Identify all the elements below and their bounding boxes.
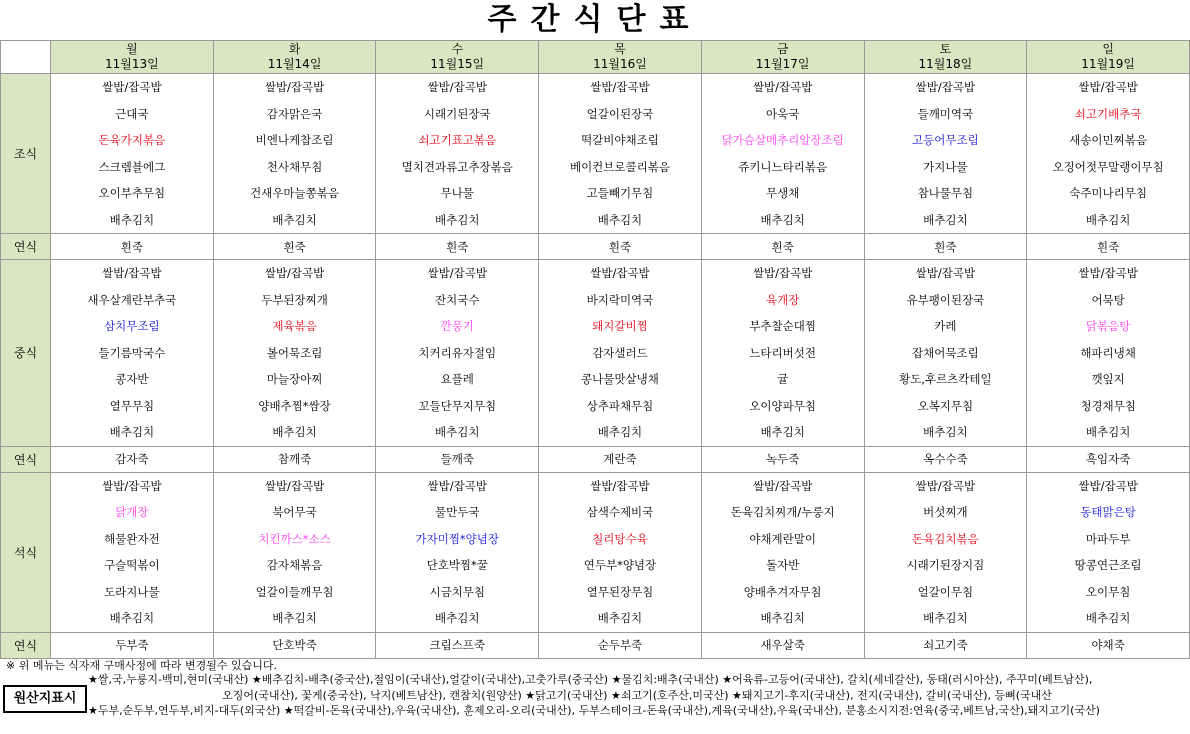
menu-item: 유부팽이된장국 bbox=[906, 292, 985, 307]
day-header bbox=[701, 41, 864, 74]
menu-item: 단호박찜*꿀 bbox=[426, 558, 488, 572]
menu-item: 쌀밥/잡곡밥 bbox=[427, 80, 487, 94]
day-header bbox=[864, 41, 1027, 74]
header-corner bbox=[1, 41, 51, 74]
menu-item: 닭개장 bbox=[115, 505, 149, 519]
day-menu-cell bbox=[701, 74, 864, 234]
menu-item: 쌀밥/잡곡밥 bbox=[264, 266, 325, 280]
menu-item: 건새우마늘쫑볶음 bbox=[250, 186, 339, 200]
menu-item: 돼지갈비찜 bbox=[592, 319, 648, 333]
weekly-menu-table bbox=[0, 40, 1190, 659]
menu-item: 쌀밥/잡곡밥 bbox=[915, 478, 976, 493]
menu-item: 치커리유자절임 bbox=[418, 345, 497, 360]
menu-item: 쌀밥/잡곡밥 bbox=[264, 478, 325, 493]
porridge-item: 흰죽 bbox=[864, 234, 1027, 260]
menu-item: 돈육가지볶음 bbox=[98, 133, 166, 147]
menu-item: 쌀밥/잡곡밥 bbox=[264, 80, 325, 94]
porridge-item: 새우살죽 bbox=[701, 632, 864, 658]
day-date: 11월17일 bbox=[755, 57, 810, 71]
menu-item: 배추김치 bbox=[272, 611, 317, 625]
menu-item: 잡채어묵조림 bbox=[912, 345, 979, 360]
menu-item: 쌀밥/잡곡밥 bbox=[915, 266, 976, 280]
porridge-item: 흰죽 bbox=[376, 234, 539, 260]
menu-item: 쌀밥/잡곡밥 bbox=[427, 478, 487, 493]
porridge-item: 크림스프죽 bbox=[376, 632, 539, 658]
menu-item: 해물완자전 bbox=[104, 531, 160, 546]
menu-item: 잔치국수 bbox=[435, 292, 480, 307]
porridge-item: 흑임자죽 bbox=[1027, 446, 1190, 472]
day-date: 11월16일 bbox=[593, 57, 647, 71]
menu-item: 콩자반 bbox=[115, 372, 149, 386]
lunch-row bbox=[1, 260, 1190, 447]
menu-item: 쌀밥/잡곡밥 bbox=[590, 80, 650, 94]
menu-item: 배추김치 bbox=[109, 212, 155, 227]
day-header bbox=[213, 41, 376, 74]
porridge-item: 감자죽 bbox=[51, 446, 214, 472]
menu-item: 바지락미역국 bbox=[586, 292, 654, 307]
menu-item: 볼어묵조림 bbox=[266, 345, 323, 360]
day-menu-cell bbox=[213, 472, 376, 632]
menu-item: 동태맑은탕 bbox=[1080, 505, 1136, 519]
menu-item: 배추김치 bbox=[597, 425, 643, 439]
menu-item: 배추김치 bbox=[109, 611, 155, 625]
menu-item: 쇠고기표고볶음 bbox=[418, 133, 497, 147]
menu-item: 오이무침 bbox=[1085, 584, 1131, 599]
menu-item: 돌자반 bbox=[766, 558, 800, 572]
porridge-item: 단호박죽 bbox=[213, 632, 376, 658]
day-header bbox=[376, 41, 539, 74]
menu-item: 오복지무침 bbox=[917, 398, 974, 413]
origin-line: ★쌀,국,누룽지-백미,현미(국내산) ★배추김치-배추(중국산),절임이(국내산),얼갈이(국내산),고춧가루(중국산) ★물김치:배추(국내산) ★어육류-고등어(국내산), 갈치(세네갈산), 동태(러시아산), 주꾸미(베트남산), bbox=[88, 673, 1093, 686]
menu-item: 오이부추무침 bbox=[98, 186, 166, 200]
menu-item: 상추파채무침 bbox=[586, 398, 654, 413]
menu-item: 구슬떡볶이 bbox=[104, 558, 160, 572]
meal-label: 연식 bbox=[1, 446, 51, 472]
menu-item: 얼갈이무침 bbox=[917, 584, 974, 599]
menu-item: 꼬들단무지무침 bbox=[418, 398, 497, 413]
menu-item: 아욱국 bbox=[766, 106, 800, 121]
menu-item: 느타리버섯전 bbox=[749, 345, 816, 360]
day-menu-cell bbox=[213, 74, 376, 234]
day-header-row bbox=[1, 41, 1190, 74]
menu-item: 땅콩연근조림 bbox=[1074, 558, 1142, 572]
menu-item: 배추김치 bbox=[923, 212, 968, 227]
menu-item: 고등어무조림 bbox=[912, 133, 979, 147]
menu-item: 쥬키니느타리볶음 bbox=[738, 159, 828, 174]
day-menu-cell bbox=[213, 260, 376, 447]
menu-item: 비엔나케찹조림 bbox=[255, 133, 334, 147]
page-title: 주간식단표 bbox=[487, 2, 703, 37]
day-date: 11월18일 bbox=[918, 57, 973, 71]
day-menu-cell bbox=[1027, 74, 1190, 234]
day-menu-cell bbox=[376, 260, 539, 447]
menu-item: 근대국 bbox=[115, 106, 149, 121]
menu-item: 베이컨브로콜리볶음 bbox=[569, 159, 670, 174]
menu-item: 무나물 bbox=[440, 186, 474, 200]
menu-item: 가지나물 bbox=[923, 159, 968, 174]
menu-item: 돈육김치볶음 bbox=[912, 531, 979, 546]
menu-item: 어묵탕 bbox=[1091, 292, 1125, 307]
menu-item: 배추김치 bbox=[1085, 611, 1131, 625]
menu-item: 배추김치 bbox=[760, 212, 805, 227]
menu-item: 얼갈이된장국 bbox=[586, 106, 654, 121]
origin-line: ★두부,순두부,연두부,비지-대두(외국산) ★떡갈비-돈육(국내산),우육(국내산), 훈제오리-오리(국내산), 두부스테이크-돈육(국내산),계육(국내산),우육(국내산), 분홍소시지전:연육(중국,베트남,국산),돼지고기(국산) bbox=[88, 704, 1100, 717]
day-header bbox=[51, 41, 214, 74]
menu-item: 열무무침 bbox=[109, 398, 155, 413]
origin-info bbox=[88, 672, 1186, 719]
porridge-item: 녹두죽 bbox=[701, 446, 864, 472]
menu-item: 청경채무침 bbox=[1080, 398, 1136, 413]
day-header bbox=[539, 41, 702, 74]
snack-row bbox=[1, 234, 1190, 260]
porridge-item: 흰죽 bbox=[539, 234, 702, 260]
menu-item: 참나물무침 bbox=[917, 186, 974, 200]
meal-label: 석식 bbox=[1, 472, 51, 632]
menu-item: 시금치무침 bbox=[429, 584, 486, 599]
menu-item: 감자채볶음 bbox=[266, 558, 323, 572]
snack-row bbox=[1, 446, 1190, 472]
menu-item: 닭가슴살메추리알장조림 bbox=[721, 133, 844, 147]
menu-item: 쌀밥/잡곡밥 bbox=[752, 266, 813, 280]
day-name: 화 bbox=[288, 42, 301, 56]
origin-line: 오징어(국내산), 꽃게(중국산), 낙지(베트남산), 캔참치(원양산) ★닭고기(국내산) ★쇠고기(호주산,미국산) ★돼지고기-후지(국내산), 전지(국내산), 갈비(국내산), 등뼈(국내산 bbox=[222, 688, 1052, 702]
menu-item: 배추김치 bbox=[760, 425, 805, 439]
menu-item: 쇠고기배추국 bbox=[1074, 106, 1142, 121]
menu-item: 새송이민찌볶음 bbox=[1069, 133, 1147, 147]
menu-item: 숙주미나리무침 bbox=[1069, 186, 1147, 200]
menu-item: 배추김치 bbox=[760, 611, 805, 625]
menu-item: 배추김치 bbox=[923, 611, 968, 625]
menu-item: 감자샐러드 bbox=[592, 345, 648, 360]
menu-item: 배추김치 bbox=[435, 425, 480, 439]
porridge-item: 흰죽 bbox=[701, 234, 864, 260]
menu-item: 두부된장찌개 bbox=[261, 292, 328, 307]
menu-item: 새우살계란부추국 bbox=[87, 292, 177, 307]
menu-item: 무생채 bbox=[766, 186, 800, 200]
porridge-item: 참깨죽 bbox=[213, 446, 376, 472]
menu-item: 떡갈비야채조림 bbox=[581, 133, 659, 147]
menu-item: 배추김치 bbox=[1085, 425, 1131, 439]
origin-label-badge: 원산지표시 bbox=[3, 685, 87, 713]
menu-item: 시래기된장국 bbox=[423, 106, 491, 121]
day-date: 11월13일 bbox=[104, 57, 159, 71]
porridge-item: 쇠고기죽 bbox=[864, 632, 1027, 658]
menu-item: 배추김치 bbox=[597, 611, 643, 625]
day-menu-cell bbox=[701, 260, 864, 447]
menu-item: 쌀밥/잡곡밥 bbox=[1078, 478, 1138, 493]
menu-item: 쌀밥/잡곡밥 bbox=[1078, 266, 1138, 280]
porridge-item: 흰죽 bbox=[1027, 234, 1190, 260]
menu-item: 부추찰순대찜 bbox=[749, 319, 816, 333]
day-header bbox=[1027, 41, 1190, 74]
day-name: 월 bbox=[126, 42, 138, 56]
menu-item: 고들빼기무침 bbox=[586, 186, 654, 200]
menu-item: 북어무국 bbox=[272, 505, 317, 519]
day-menu-cell bbox=[1027, 260, 1190, 447]
menu-item: 쌀밥/잡곡밥 bbox=[427, 266, 487, 280]
menu-item: 스크렘블에그 bbox=[98, 159, 166, 174]
day-menu-cell bbox=[864, 472, 1027, 632]
menu-item: 양배추겨자무침 bbox=[743, 584, 822, 599]
menu-item: 쌀밥/잡곡밥 bbox=[590, 478, 650, 493]
menu-item: 감자맑은국 bbox=[266, 106, 323, 121]
menu-item: 돈육김치찌개/누룽지 bbox=[730, 505, 835, 519]
menu-item: 배추김치 bbox=[435, 212, 480, 227]
meal-label: 연식 bbox=[1, 632, 51, 658]
menu-item: 들깨미역국 bbox=[917, 106, 974, 121]
menu-item: 배추김치 bbox=[1085, 212, 1131, 227]
meal-label: 연식 bbox=[1, 234, 51, 260]
menu-item: 배추김치 bbox=[597, 212, 643, 227]
menu-item: 카레 bbox=[934, 319, 957, 333]
day-name: 일 bbox=[1102, 42, 1114, 56]
day-menu-cell bbox=[539, 74, 702, 234]
day-menu-cell bbox=[539, 472, 702, 632]
menu-item: 쌀밥/잡곡밥 bbox=[752, 80, 813, 94]
menu-item: 열무된장무침 bbox=[586, 584, 654, 599]
menu-item: 천사채무침 bbox=[266, 159, 323, 174]
menu-item: 쌀밥/잡곡밥 bbox=[102, 266, 162, 280]
menu-item: 양배추찜*쌈장 bbox=[258, 398, 331, 413]
menu-item: 버섯찌개 bbox=[923, 505, 968, 519]
menu-item: 깐풍기 bbox=[440, 319, 474, 333]
day-menu-cell bbox=[701, 472, 864, 632]
menu-item: 육개장 bbox=[766, 292, 800, 307]
day-name: 금 bbox=[776, 42, 789, 56]
menu-item: 제육볶음 bbox=[272, 319, 317, 333]
menu-item: 칠리탕수육 bbox=[592, 531, 648, 546]
menu-item: 삼치무조림 bbox=[104, 319, 160, 333]
menu-item: 들기름막국수 bbox=[98, 345, 166, 360]
meal-label: 조식 bbox=[1, 74, 51, 234]
menu-item: 가자미찜*양념장 bbox=[415, 531, 500, 546]
porridge-item: 계란죽 bbox=[539, 446, 702, 472]
menu-item: 콩나물맛살냉채 bbox=[581, 372, 659, 386]
porridge-item: 들깨죽 bbox=[376, 446, 539, 472]
day-menu-cell bbox=[51, 74, 214, 234]
menu-item: 배추김치 bbox=[923, 425, 968, 439]
menu-item: 쌀밥/잡곡밥 bbox=[102, 80, 162, 94]
day-date: 11월14일 bbox=[267, 57, 322, 71]
menu-item: 배추김치 bbox=[435, 611, 480, 625]
menu-item: 마늘장아찌 bbox=[266, 372, 323, 386]
dinner-row bbox=[1, 472, 1190, 632]
change-notice: ※ 위 메뉴는 식자재 구매사정에 따라 변경될수 있습니다. bbox=[6, 659, 277, 672]
snack-row bbox=[1, 632, 1190, 658]
day-menu-cell bbox=[539, 260, 702, 447]
day-name: 목 bbox=[614, 42, 626, 56]
menu-item: 배추김치 bbox=[109, 425, 155, 439]
menu-item: 연두부*양념장 bbox=[583, 558, 657, 572]
menu-item: 삼색수제비국 bbox=[586, 505, 654, 519]
menu-item: 야채계란말이 bbox=[749, 531, 816, 546]
menu-item: 쌀밥/잡곡밥 bbox=[102, 478, 162, 493]
porridge-item: 옥수수죽 bbox=[864, 446, 1027, 472]
day-menu-cell bbox=[864, 74, 1027, 234]
menu-item: 물만두국 bbox=[435, 505, 480, 519]
day-date: 11월15일 bbox=[430, 57, 485, 71]
day-menu-cell bbox=[51, 260, 214, 447]
menu-item: 닭볶음탕 bbox=[1085, 319, 1131, 333]
porridge-item: 흰죽 bbox=[51, 234, 214, 260]
breakfast-row bbox=[1, 74, 1190, 234]
menu-item: 쌀밥/잡곡밥 bbox=[752, 478, 813, 493]
menu-item: 귤 bbox=[777, 372, 789, 386]
menu-item: 멸치견과류고추장볶음 bbox=[401, 159, 513, 174]
menu-item: 도라지나물 bbox=[104, 584, 160, 599]
day-menu-cell bbox=[376, 74, 539, 234]
porridge-item: 순두부죽 bbox=[539, 632, 702, 658]
menu-item: 오징어젓무말랭이무침 bbox=[1052, 159, 1164, 174]
porridge-item: 야채죽 bbox=[1027, 632, 1190, 658]
porridge-item: 흰죽 bbox=[213, 234, 376, 260]
menu-item: 배추김치 bbox=[272, 212, 317, 227]
menu-item: 얼갈이들깨무침 bbox=[255, 584, 334, 599]
meal-label: 중식 bbox=[1, 260, 51, 447]
menu-item: 해파리냉채 bbox=[1080, 345, 1136, 360]
menu-item: 치킨까스*소스 bbox=[258, 531, 331, 546]
menu-item: 깻잎지 bbox=[1091, 372, 1125, 386]
day-date: 11월19일 bbox=[1081, 57, 1135, 71]
day-menu-cell bbox=[864, 260, 1027, 447]
menu-item: 요플레 bbox=[440, 372, 474, 386]
day-menu-cell bbox=[376, 472, 539, 632]
menu-item: 쌀밥/잡곡밥 bbox=[915, 80, 976, 94]
day-name: 토 bbox=[939, 42, 952, 56]
menu-item: 시래기된장지짐 bbox=[906, 558, 985, 572]
menu-item: 쌀밥/잡곡밥 bbox=[1078, 80, 1138, 94]
menu-item: 황도,후르츠칵테일 bbox=[899, 372, 992, 386]
menu-item: 배추김치 bbox=[272, 425, 317, 439]
porridge-item: 두부죽 bbox=[51, 632, 214, 658]
day-menu-cell bbox=[51, 472, 214, 632]
day-menu-cell bbox=[1027, 472, 1190, 632]
menu-item: 마파두부 bbox=[1085, 531, 1131, 546]
menu-item: 쌀밥/잡곡밥 bbox=[590, 266, 650, 280]
menu-item: 오이양파무침 bbox=[749, 398, 816, 413]
day-name: 수 bbox=[451, 42, 464, 56]
